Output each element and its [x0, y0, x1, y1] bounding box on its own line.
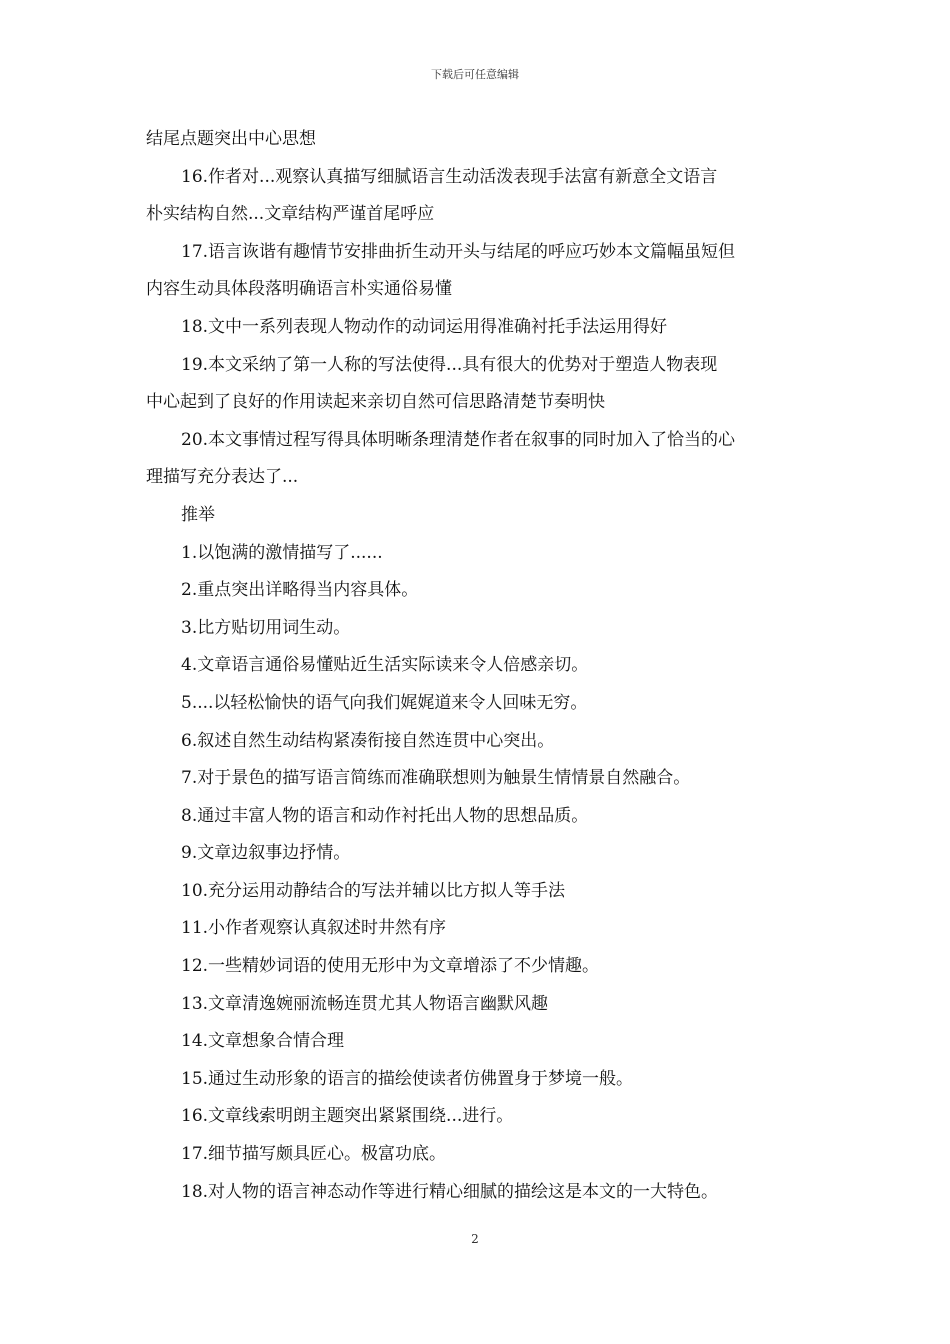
page-number: 2 [471, 1232, 479, 1246]
list-item: 16.文章线索明朗主题突出紧紧围绕...进行。 [181, 1106, 514, 1127]
list-item: 4.文章语言通俗易懂贴近生活实际读来令人倍感亲切。 [181, 655, 589, 676]
text-line: 理描写充分表达了... [146, 467, 299, 488]
page-header: 下载后可任意编辑 [431, 68, 519, 81]
text-line: 结尾点题突出中心思想 [146, 129, 316, 149]
text-line: 18.文中一系列表现人物动作的动词运用得准确衬托手法运用得好 [181, 316, 668, 337]
text-line: 内容生动具体段落明确语言朴实通俗易懂 [146, 279, 452, 300]
list-item: 15.通过生动形象的语言的描绘使读者仿佛置身于梦境一般。 [181, 1068, 634, 1089]
list-item: 7.对于景色的描写语言简练而准确联想则为触景生情情景自然融合。 [181, 768, 691, 789]
list-item: 10.充分运用动静结合的写法并辅以比方拟人等手法 [181, 880, 566, 901]
list-item: 13.文章清逸婉丽流畅连贯尤其人物语言幽默风趣 [181, 993, 549, 1014]
list-item: 14.文章想象合情合理 [181, 1031, 345, 1052]
text-line: 16.作者对...观察认真描写细腻语言生动活泼表现手法富有新意全文语言 [181, 166, 718, 187]
text-line: 中心起到了良好的作用读起来亲切自然可信思路清楚节奏明快 [146, 392, 605, 413]
list-item: 12.一些精妙词语的使用无形中为文章增添了不少情趣。 [181, 956, 600, 977]
text-line: 19.本文采纳了第一人称的写法使得...具有很大的优势对于塑造人物表现 [181, 354, 718, 375]
section-heading: 推举 [181, 504, 215, 525]
list-item: 3.比方贴切用词生动。 [181, 617, 351, 638]
list-item: 2.重点突出详略得当内容具体。 [181, 580, 419, 601]
list-item: 11.小作者观察认真叙述时井然有序 [181, 918, 447, 939]
text-line: 20.本文事情过程写得具体明晰条理清楚作者在叙事的同时加入了恰当的心 [181, 429, 736, 450]
list-item: 5....以轻松愉快的语气向我们娓娓道来令人回味无穷。 [181, 692, 588, 713]
list-item: 9.文章边叙事边抒情。 [181, 843, 351, 864]
list-item: 8.通过丰富人物的语言和动作衬托出人物的思想品质。 [181, 805, 589, 826]
list-item: 17.细节描写颇具匠心。极富功底。 [181, 1144, 447, 1165]
text-line: 朴实结构自然...文章结构严谨首尾呼应 [146, 204, 435, 225]
list-item: 6.叙述自然生动结构紧凑衔接自然连贯中心突出。 [181, 730, 555, 751]
list-item: 1.以饱满的激情描写了...... [181, 542, 383, 563]
document-body [146, 121, 814, 1211]
text-line: 17.语言诙谐有趣情节安排曲折生动开头与结尾的呼应巧妙本文篇幅虽短但 [181, 241, 736, 262]
list-item: 18.对人物的语言神态动作等进行精心细腻的描绘这是本文的一大特色。 [181, 1181, 719, 1202]
